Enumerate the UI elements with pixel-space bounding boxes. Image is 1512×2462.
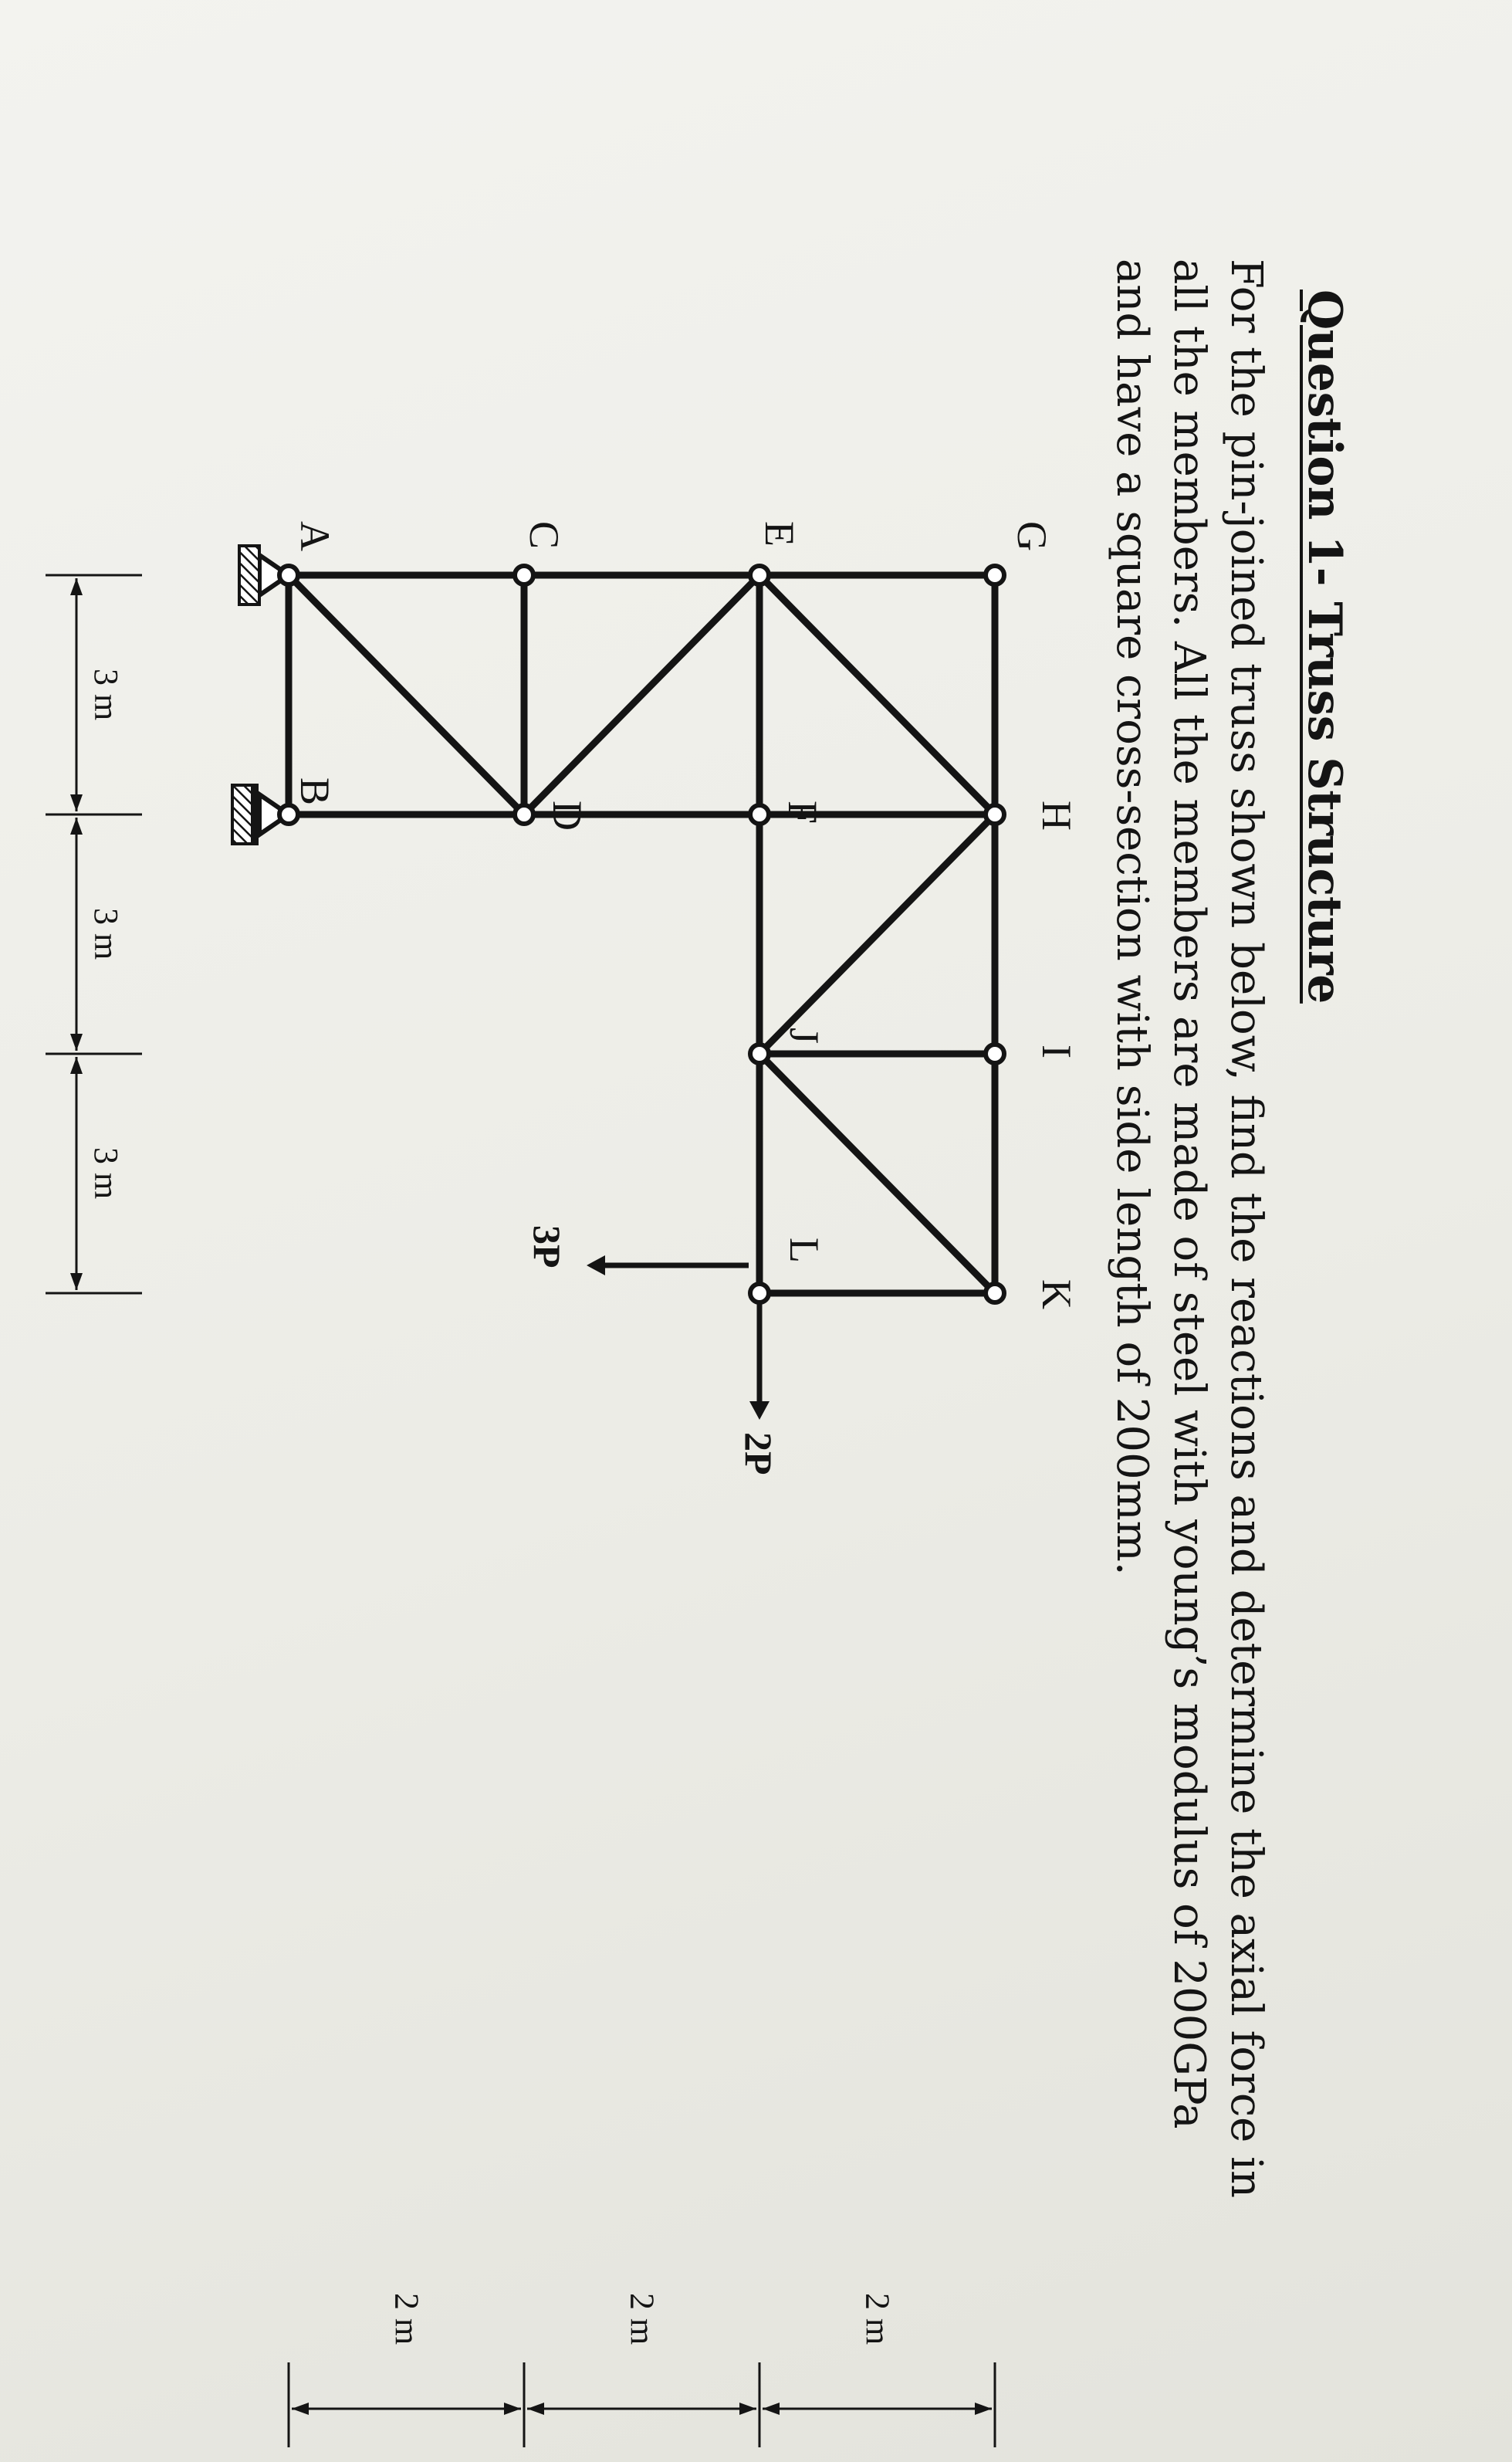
joint-label-g: G [1009, 521, 1055, 551]
supports [232, 546, 289, 845]
joint-label-i: I [1033, 1045, 1080, 1058]
joint-i [986, 1045, 1004, 1063]
vertical-dimension-3 [292, 2293, 521, 2415]
joint-label-e: E [756, 521, 803, 547]
dimension-arrowhead [70, 1057, 83, 1074]
dimension-label: 2 m [858, 2293, 897, 2345]
dimension-arrowhead [70, 1034, 83, 1051]
ground-hatch [232, 785, 252, 844]
dimension-label: 3 m [87, 669, 125, 721]
vertical-dimension-2 [527, 2293, 756, 2415]
load-2p [737, 1304, 780, 1475]
joint-c [515, 566, 533, 584]
truss-members [289, 575, 995, 1293]
problem-line-2: all the members. All the members are made of steel with young’s modulus of 200GPa [1164, 259, 1214, 2129]
dimension-arrowhead [70, 578, 83, 595]
joint-d [515, 805, 533, 824]
horizontal-dimension-3 [70, 1057, 125, 1290]
dimension-label: 3 m [87, 908, 125, 960]
dimension-arrowhead [763, 2403, 780, 2415]
joint-label-h: H [1033, 801, 1080, 831]
dimension-lines [46, 575, 995, 2447]
joint-label-l: L [781, 1238, 827, 1263]
joint-f [750, 805, 769, 824]
joint-a [279, 566, 298, 584]
joint-g [986, 566, 1004, 584]
horizontal-dimension-2 [70, 818, 125, 1051]
problem-line-3: and have a square cross-section with side length of 200mm. [1107, 259, 1157, 1576]
dimension-arrowhead [504, 2403, 521, 2415]
member-eh [759, 575, 995, 814]
dimension-arrowhead [292, 2403, 309, 2415]
dimension-label: 3 m [87, 1147, 125, 1200]
load-label: 3P [526, 1225, 569, 1268]
load-3p [526, 1225, 749, 1275]
load-arrow-head [749, 1401, 770, 1420]
dimension-arrowhead [70, 794, 83, 811]
joint-label-k: K [1033, 1279, 1080, 1309]
load-arrow-head [587, 1255, 605, 1275]
dimension-arrowhead [975, 2403, 992, 2415]
joint-label-f: F [780, 801, 826, 825]
dimension-label: 2 m [387, 2293, 426, 2345]
joint-k [986, 1284, 1004, 1302]
joint-h [986, 805, 1004, 824]
dimension-label: 2 m [623, 2293, 661, 2345]
load-label: 2P [737, 1432, 780, 1475]
dimension-arrowhead [70, 1273, 83, 1290]
ground-hatch [239, 546, 259, 604]
joint-label-j: J [781, 1028, 827, 1045]
joint-j [750, 1045, 769, 1063]
joint-labels [292, 521, 1080, 1309]
dimension-arrowhead [70, 818, 83, 835]
joint-label-d: D [544, 801, 590, 831]
applied-loads [526, 1225, 780, 1475]
dimension-arrowhead [527, 2403, 544, 2415]
joint-e [750, 566, 769, 584]
joint-l [750, 1284, 769, 1302]
vertical-dimension-1 [763, 2293, 992, 2415]
member-hj [759, 814, 995, 1054]
horizontal-dimension-1 [70, 578, 125, 811]
member-ed [524, 575, 759, 814]
joint-label-c: C [521, 521, 567, 550]
problem-line-1: For the pin-joined truss shown below, find the reactions and determine the axial force in [1221, 259, 1271, 2199]
joint-label-b: B [292, 777, 338, 806]
question-title: Question 1- Truss Structure [1297, 290, 1351, 1004]
dimension-arrowhead [739, 2403, 756, 2415]
joint-label-a: A [292, 521, 338, 551]
joint-b [279, 805, 298, 824]
